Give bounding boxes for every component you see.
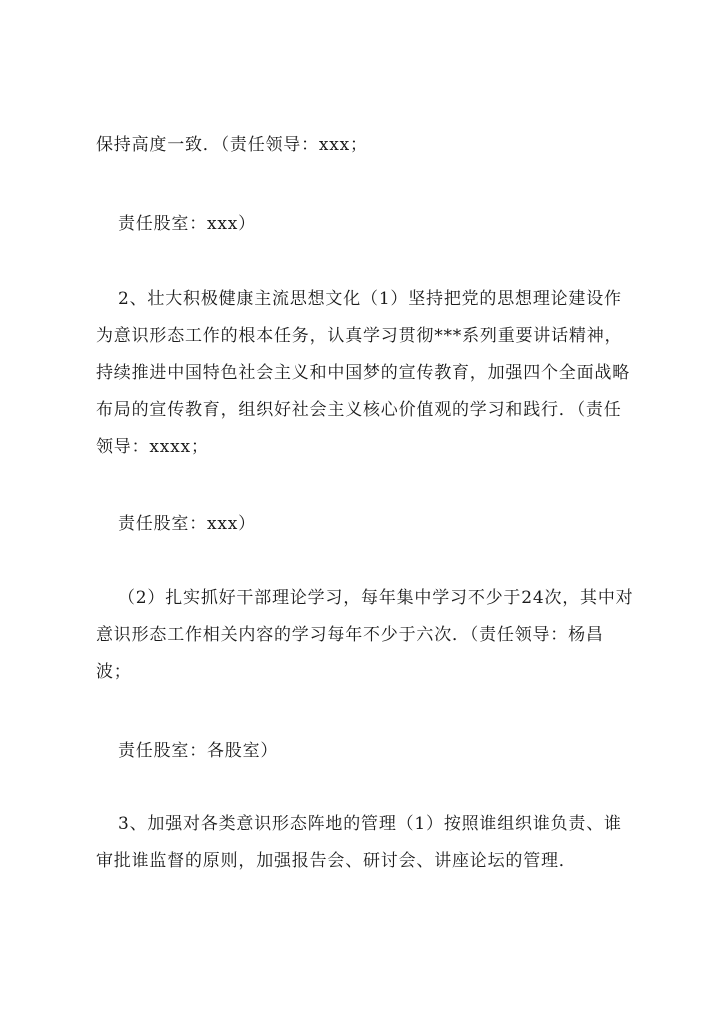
paragraph-position-management: 3、加强对各类意识形态阵地的管理（1）按照谁组织谁负责、谁审批谁监督的原则，加强报告会、研讨会、讲座论坛的管理． <box>96 814 622 871</box>
paragraph-responsible-office-2: 责任股室：xxx） <box>118 514 256 534</box>
paragraph-responsible-office-1: 责任股室：xxx） <box>118 214 256 234</box>
paragraph-theory-study: （2）扎实抓好干部理论学习，每年集中学习不少于24次，其中对意识形态工作相关内容的学习每年不少于六次．（责任领导：杨昌波； <box>96 588 634 682</box>
paragraph-consistency: 保持高度一致．（责任领导：xxx； <box>96 135 368 155</box>
paragraph-responsible-office-3: 责任股室：各股室） <box>118 741 279 761</box>
paragraph-mainstream-culture: 2、壮大积极健康主流思想文化（1）坚持把党的思想理论建设作为意识形态工作的根本任务，认真学习贯彻***系列重要讲话精神，持续推进中国特色社会主义和中国梦的宣传教育，加强四个全面战略布局的宣传教育，组织好社会主义核心价值观的学习和践行．（责任领导：xxxx； <box>96 289 630 457</box>
